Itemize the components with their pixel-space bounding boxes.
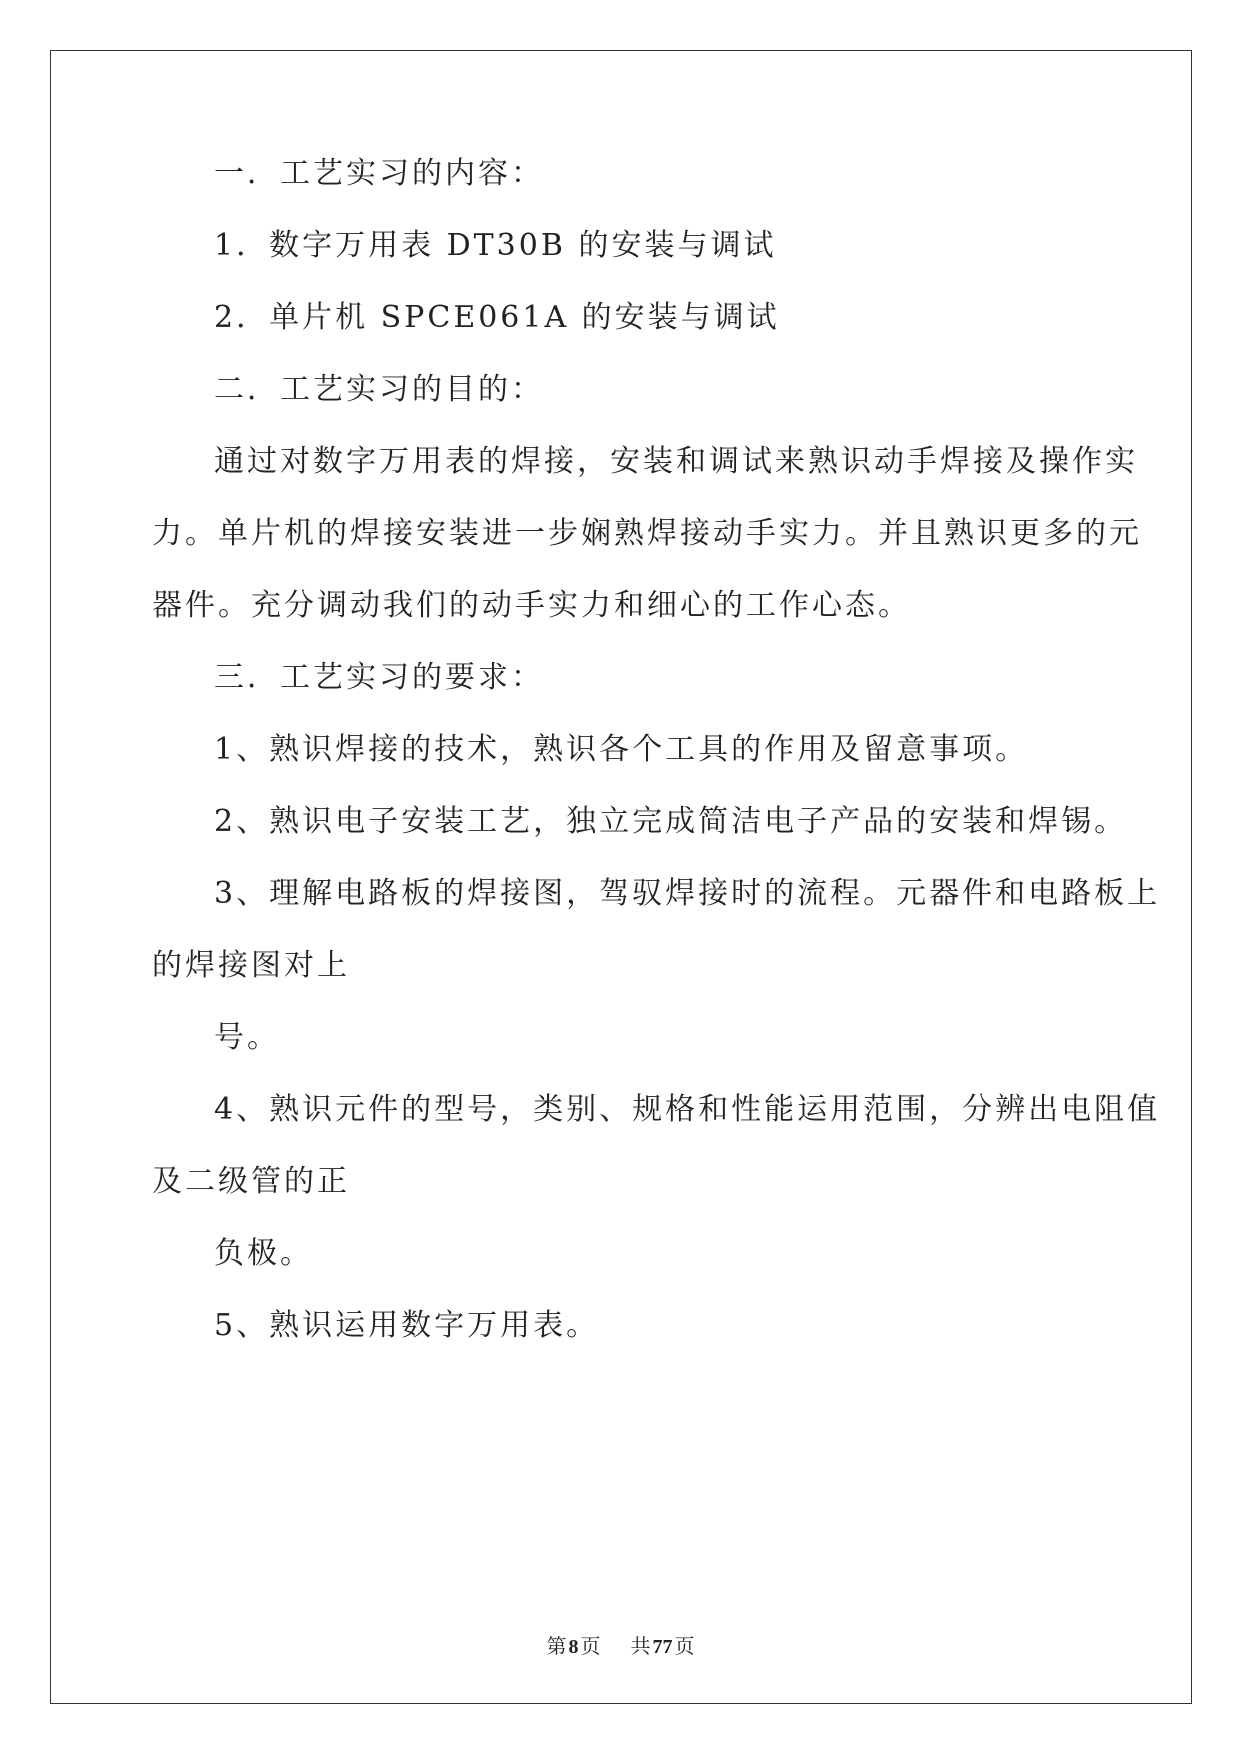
footer-page-suffix: 页: [580, 1634, 601, 1658]
list-item: 3、理解电路板的焊接图，驾驭焊接时的流程。元器件和电路板上: [214, 876, 1161, 911]
heading-section-3: 三．工艺实习的要求：: [214, 660, 544, 695]
page-footer: [0, 1634, 1241, 1659]
paragraph-line: 器件。充分调动我们的动手实力和细心的工作心态。: [152, 588, 911, 623]
list-item: 2、熟识电子安装工艺，独立完成简洁电子产品的安装和焊锡。: [214, 804, 1128, 839]
list-item: 5、熟识运用数字万用表。: [214, 1308, 600, 1343]
list-item: 1、熟识焊接的技术，熟识各个工具的作用及留意事项。: [214, 732, 1029, 767]
paragraph-line: 及二级管的正: [152, 1164, 350, 1199]
paragraph-line: 的焊接图对上: [152, 948, 350, 983]
paragraph-line: 力。单片机的焊接安装进一步娴熟焊接动手实力。并且熟识更多的元: [152, 516, 1142, 551]
list-item: 1．数字万用表 DT30B 的安装与调试: [214, 228, 777, 263]
list-item: 4、熟识元件的型号，类别、规格和性能运用范围，分辨出电阻值: [214, 1092, 1161, 1127]
footer-total-suffix: 页: [674, 1634, 695, 1658]
footer-page-prefix: 第: [546, 1634, 567, 1658]
heading-section-2: 二．工艺实习的目的：: [214, 372, 544, 407]
paragraph-line: 号。: [214, 1020, 280, 1055]
list-item: 2．单片机 SPCE061A 的安装与调试: [214, 300, 780, 335]
footer-total-pages: 77: [652, 1636, 673, 1658]
paragraph-line: 负极。: [214, 1236, 313, 1271]
footer-page-number: 8: [568, 1636, 579, 1658]
paragraph-line: 通过对数字万用表的焊接，安装和调试来熟识动手焊接及操作实: [214, 444, 1138, 479]
footer-total-prefix: 共: [630, 1634, 651, 1658]
heading-section-1: 一．工艺实习的内容：: [214, 156, 544, 191]
